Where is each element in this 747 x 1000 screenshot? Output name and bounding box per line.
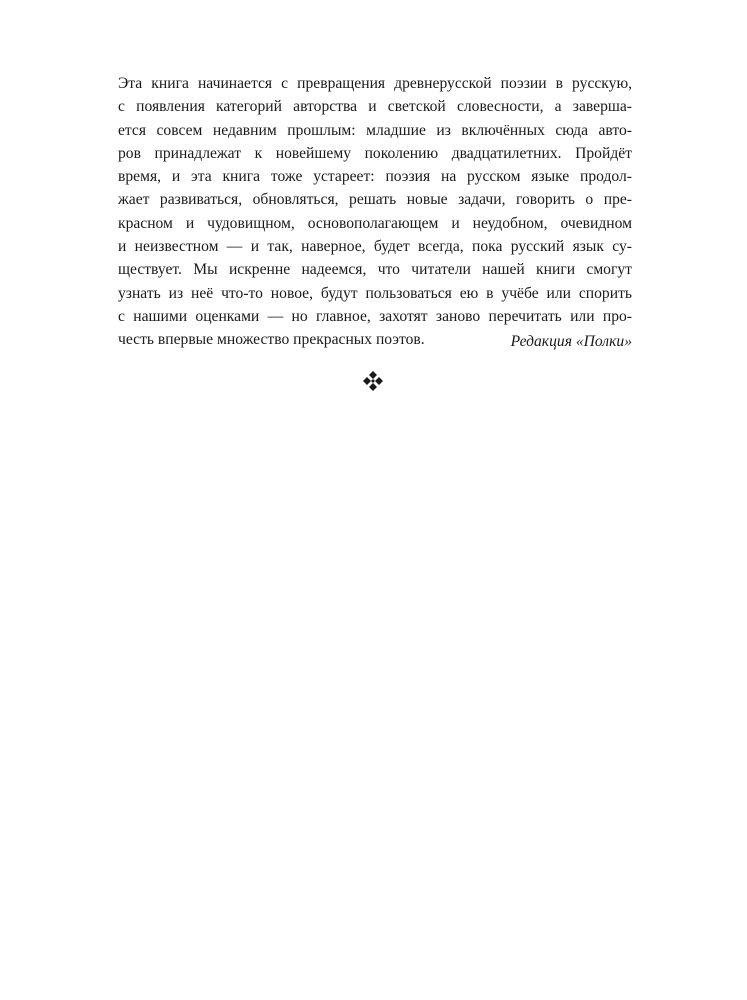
paragraph-line: жает развиваться, обновляться, решать новые задачи, говорить о пре- [118, 191, 632, 209]
editorial-signature: Редакция «Полки» [510, 333, 632, 350]
body-paragraph [118, 72, 632, 352]
paragraph-line: ществует. Мы искренне надеемся, что читатели нашей книги смогут [118, 261, 632, 279]
paragraph-line: красном и чудовищном, основополагающем и неудобном, очевидном [118, 214, 632, 232]
paragraph-line: честь впервые множество прекрасных поэтов. [118, 331, 425, 349]
paragraph-line: с нашими оценками — но главное, захотят заново перечитать или про- [118, 307, 632, 325]
four-diamond-fleuron-icon [362, 370, 384, 392]
paragraph-line: узнать из неё что-то новое, будут пользоваться ею в учёбе или спорить [118, 284, 632, 302]
paragraph-line: ется совсем недавним прошлым: младшие из включённых сюда авто- [118, 121, 632, 139]
paragraph-line: время, и эта книга тоже устареет: поэзия на русском языке продол- [118, 168, 632, 186]
paragraph-line: ров принадлежат к новейшему поколению двадцатилетних. Пройдёт [118, 144, 632, 162]
paragraph-line: с появления категорий авторства и светской словесности, а заверша- [118, 98, 632, 116]
paragraph-line: Эта книга начинается с превращения древнерусской поэзии в русскую, [118, 75, 632, 92]
paragraph-line: и неизвестном — и так, наверное, будет всегда, пока русский язык су- [118, 238, 632, 256]
